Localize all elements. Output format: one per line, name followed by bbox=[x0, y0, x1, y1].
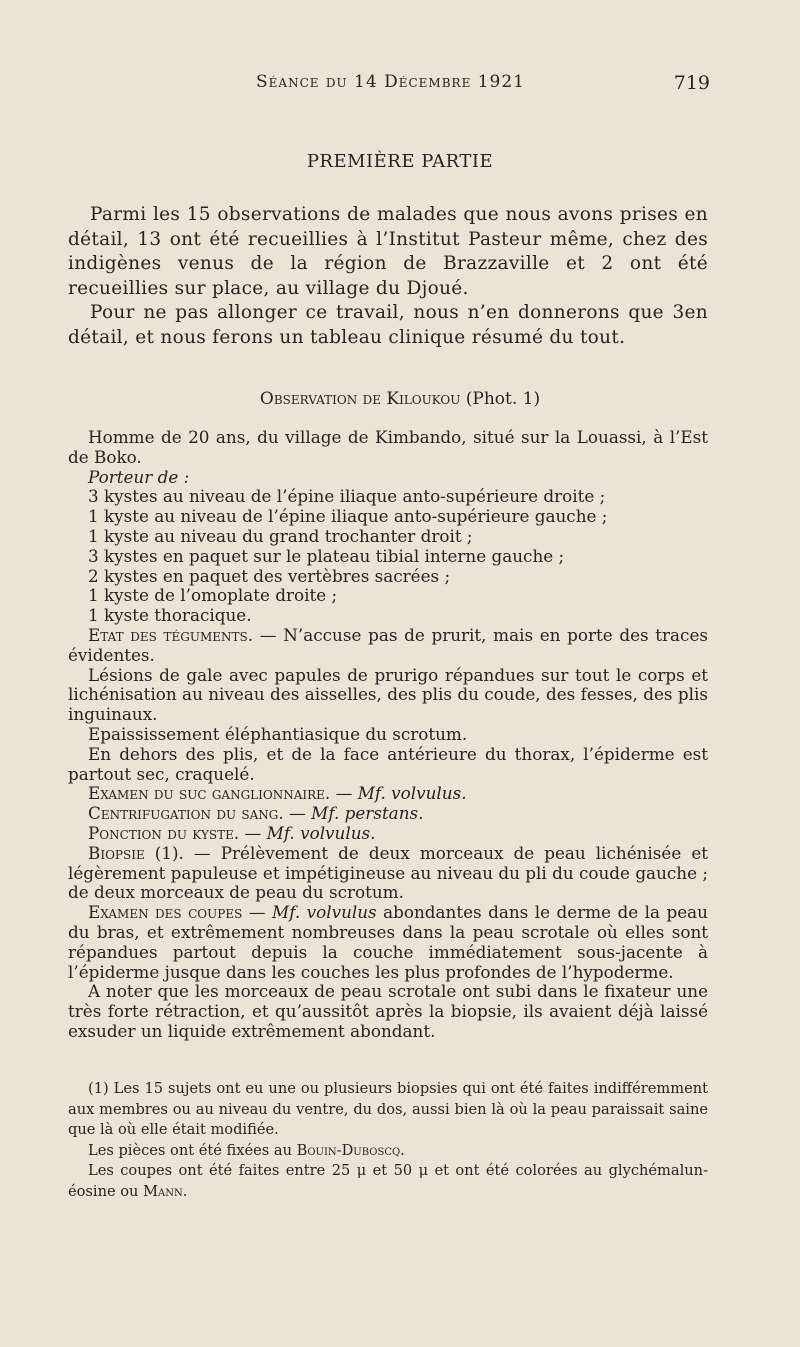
coupes-label: Examen des coupes bbox=[88, 902, 243, 923]
ponction-sep: — bbox=[239, 822, 267, 843]
footnote-pieces-name: Bouin-Duboscq. bbox=[296, 1141, 405, 1159]
footnotes bbox=[68, 1079, 708, 1202]
centrif-value: Mf. perstans. bbox=[311, 803, 424, 824]
intro-section bbox=[68, 203, 708, 350]
footnote-pieces bbox=[68, 1141, 708, 1162]
patient-description: Homme de 20 ans, du village de Kimbando, situé sur la Louassi, à l’Est de Boko. bbox=[68, 427, 708, 467]
footnote-1: (1) Les 15 sujets ont eu une ou plusieurs biopsies qui ont été faites indifféremment aux membres ou au niveau du ventre, du dos, aussi bien là où la peau paraissait saine que là où elle était modifiée. bbox=[68, 1080, 708, 1138]
footnote-coupes-name: Mann. bbox=[143, 1182, 188, 1200]
etat-teguments bbox=[68, 626, 708, 666]
en-dehors-paragraph: En dehors des plis, et de la face antérieure du thorax, l’épiderme est partout sec, craquelé. bbox=[68, 743, 708, 784]
porteur-label: Porteur de : bbox=[88, 466, 190, 487]
section-heading: PREMIÈRE PARTIE bbox=[306, 151, 494, 172]
examen-suc-value: Mf. volvulus. bbox=[357, 783, 467, 804]
footnote-coupes-text: Les coupes ont été faites entre 25 μ et 50 μ et ont été colorées au glychémalun-éosine ou bbox=[68, 1162, 708, 1200]
examen-suc bbox=[68, 784, 708, 804]
centrif-sep: — bbox=[283, 803, 312, 824]
footnote-coupes bbox=[68, 1161, 708, 1202]
coupes-text: abondantes dans le derme de la peau du bras, et extrêmement nombreuses dans la peau scrotale où elles sont répandues partout depuis la couche immédiatement sous-jacente à l’épiderme jusque dans les couches les plus profondes de l’hypoderme. bbox=[68, 902, 708, 982]
ponction-value: Mf. volvulus. bbox=[266, 822, 376, 843]
intro-paragraph: Pour ne pas allonger ce travail, nous n’en donnerons que 3en détail, et nous ferons un tableau clinique résumé du tout. bbox=[68, 302, 708, 348]
running-header bbox=[0, 72, 800, 98]
kyste-item: 1 kyste au niveau de l’épine iliaque anto-supérieure gauche ; bbox=[88, 506, 608, 527]
kyste-item: 3 kystes en paquet sur le plateau tibial interne gauche ; bbox=[88, 545, 565, 566]
ponction-label: Ponction du kyste. bbox=[88, 822, 240, 843]
centrif-label: Centrifugation du sang. bbox=[88, 803, 284, 824]
kyste-item: 2 kystes en paquet des vertèbres sacrées ; bbox=[88, 565, 451, 586]
coupes-value: Mf. volvulus bbox=[272, 902, 377, 923]
examen-coupes bbox=[68, 903, 708, 982]
intro-paragraph: Parmi les 15 observations de malades que nous avons prises en détail, 13 ont été recueillies à l’Institut Pasteur même, chez des indigènes venus de la région de Brazzaville et 2 ont été recueillies sur place, au village du Djoué. bbox=[68, 204, 708, 299]
observation-heading-photo: (Phot. 1) bbox=[460, 389, 541, 409]
examen-suc-label: Examen du suc ganglionnaire. bbox=[88, 783, 331, 804]
page-number: 719 bbox=[673, 72, 710, 94]
etat-label: Etat des téguments. bbox=[88, 624, 254, 645]
lesions-paragraph: Lésions de gale avec papules de prurigo répandues sur tout le corps et lichénisation au niveau des aisselles, des plis du coude, des fesses, des plis inguinaux. bbox=[68, 664, 708, 725]
a-noter-paragraph: A noter que les morceaux de peau scrotale ont subi dans le fixateur une très forte rétraction, et qu’aussitôt après la biopsie, ils avaient déjà laissé exsuder un liquide extrêmement abondant. bbox=[68, 981, 708, 1041]
kyste-item: 1 kyste au niveau du grand trochanter droit ; bbox=[88, 525, 473, 546]
footnote-pieces-text: Les pièces ont été fixées au bbox=[88, 1141, 297, 1159]
centrifugation bbox=[68, 804, 708, 824]
kyste-item: 3 kystes au niveau de l’épine iliaque anto-supérieure droite ; bbox=[88, 486, 606, 507]
kyste-item: 1 kyste thoracique. bbox=[88, 605, 252, 626]
kyste-item: 1 kyste de l’omoplate droite ; bbox=[88, 585, 338, 606]
epaississement-paragraph: Epaississement éléphantiasique du scrotum. bbox=[88, 723, 468, 744]
coupes-sep: — bbox=[242, 902, 273, 923]
etat-text: — N’accuse pas de prurit, mais en porte des traces évidentes. bbox=[68, 624, 708, 665]
biopsie-label: Biopsie bbox=[88, 842, 145, 863]
observation-heading-name: Observation de Kiloukou bbox=[259, 389, 461, 409]
biopsie bbox=[68, 844, 708, 903]
observation-body bbox=[68, 428, 708, 1042]
running-title: Séance du 14 Décembre 1921 bbox=[256, 72, 525, 92]
ponction bbox=[68, 824, 708, 844]
observation-heading bbox=[0, 389, 800, 409]
examen-suc-sep: — bbox=[330, 783, 358, 804]
biopsie-text: (1). — Prélèvement de deux morceaux de peau lichénisée et légèrement papuleuse et impétigineuse au niveau du pli du coude gauche ; de deux morceaux de peau du scrotum. bbox=[68, 842, 708, 903]
